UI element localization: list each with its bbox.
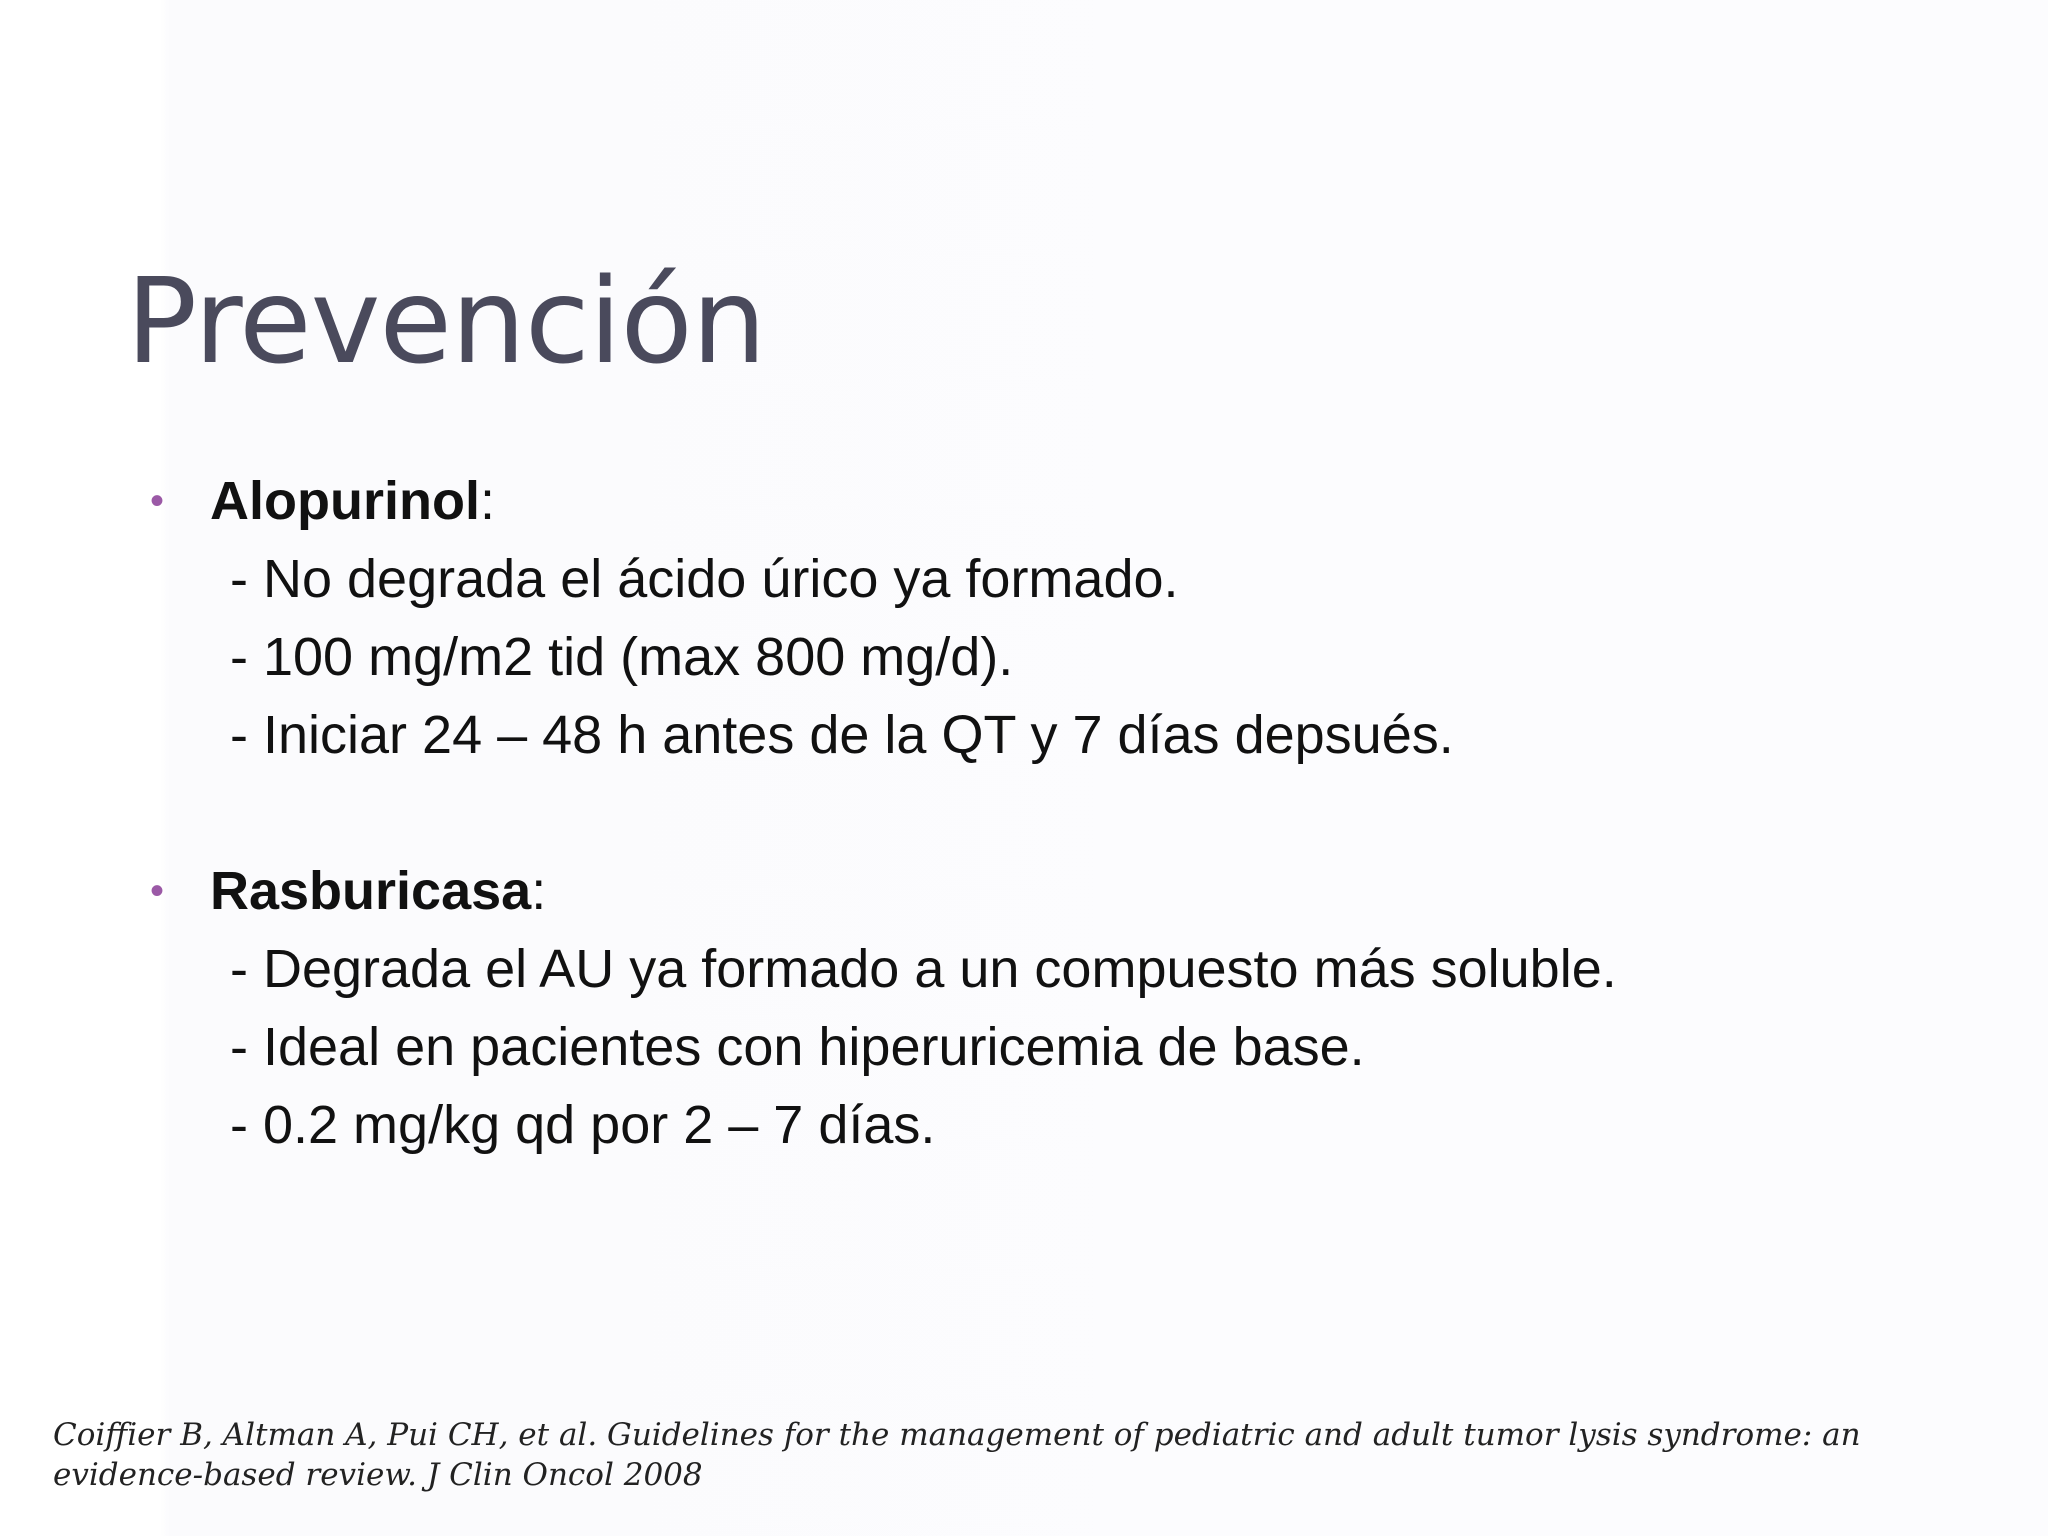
- reference-citation: [53, 1415, 1953, 1495]
- list-item: - 100 mg/m2 tid (max 800 mg/d).: [230, 627, 1014, 687]
- citation-line-1: Coiffier B, Altman A, Pui CH, et al. Guidelines for the management of pediatric and adult tumor lysis syndrome: an: [53, 1417, 1861, 1453]
- heading-colon: :: [531, 861, 547, 921]
- slide-title: Prevención: [126, 252, 766, 390]
- section-rasburicasa: [150, 852, 2000, 1164]
- bullet-heading-row: [150, 852, 2000, 930]
- bullet-dot-icon: •: [150, 479, 165, 523]
- heading-colon: :: [479, 471, 495, 531]
- section-alopurinol: [150, 462, 2000, 774]
- bullet-heading: [210, 852, 546, 930]
- bullet-heading-row: [150, 462, 2000, 540]
- bullet-heading: [210, 462, 495, 540]
- list-item: - 0.2 mg/kg qd por 2 – 7 días.: [230, 1095, 936, 1155]
- list-item: - No degrada el ácido úrico ya formado.: [230, 549, 1179, 609]
- list-item: - Degrada el AU ya formado a un compuesto más soluble.: [230, 939, 1617, 999]
- drug-name-rasburicasa: Rasburicasa: [210, 861, 532, 921]
- citation-line-2: evidence-based review. J Clin Oncol 2008: [53, 1457, 703, 1493]
- list-item: - Iniciar 24 – 48 h antes de la QT y 7 días depsués.: [230, 705, 1454, 765]
- bullet-dot-icon: •: [150, 869, 165, 913]
- drug-name-alopurinol: Alopurinol: [210, 471, 480, 531]
- list-item: - Ideal en pacientes con hiperuricemia de base.: [230, 1017, 1365, 1077]
